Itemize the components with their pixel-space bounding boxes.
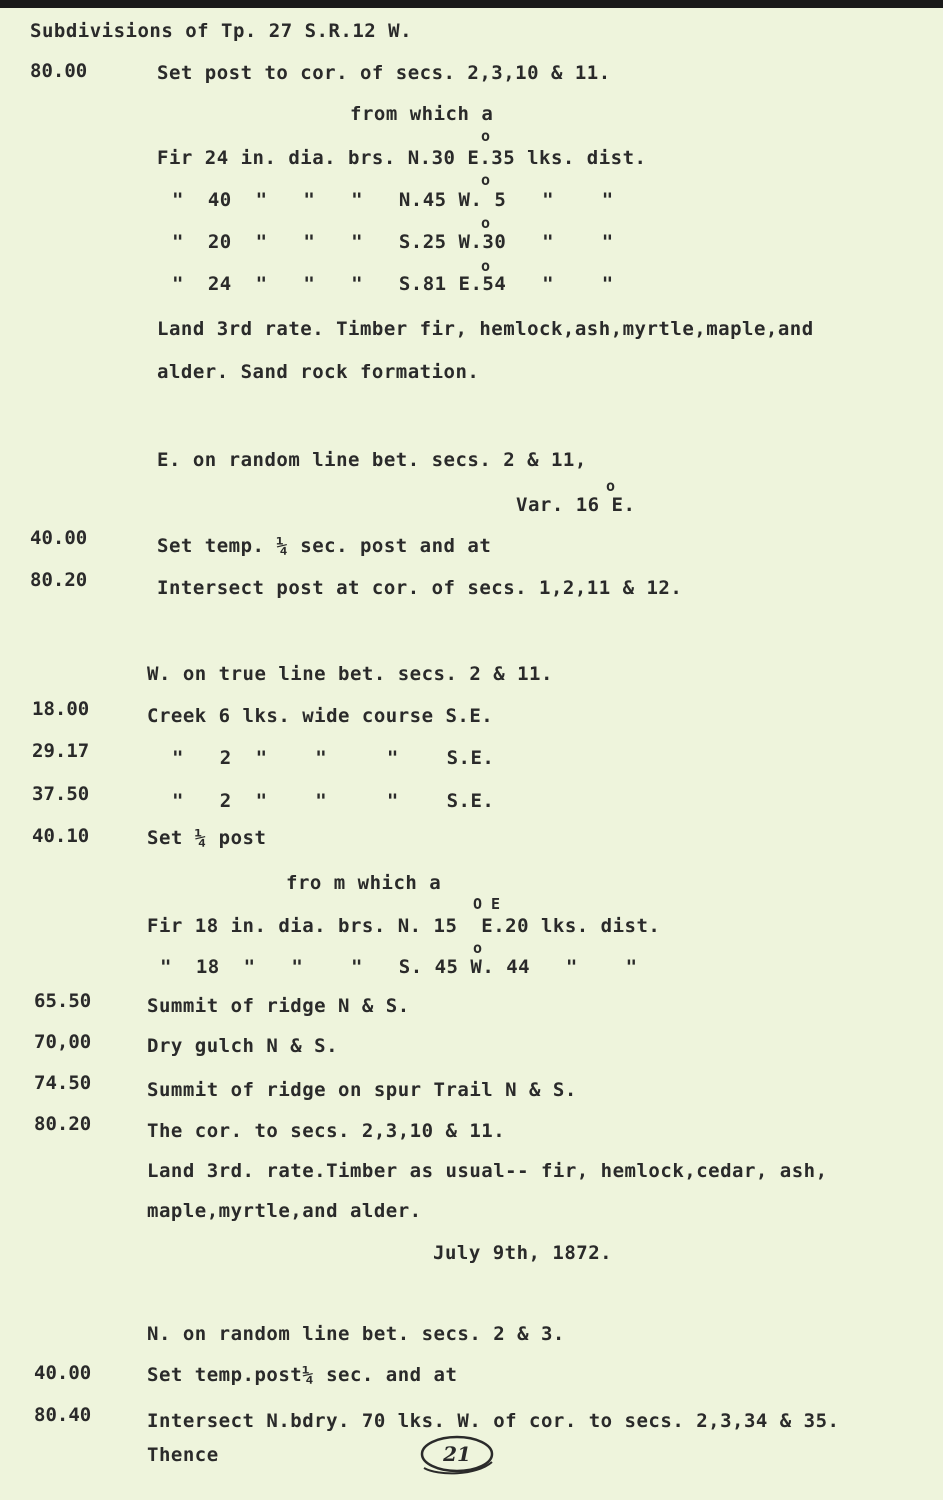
degree-mark: o xyxy=(481,257,491,275)
entry-text: Summit of ridge on spur Trail N & S. xyxy=(147,1079,577,1101)
entry-text: Land 3rd. rate.Timber as usual-- fir, hemlock,cedar, ash, xyxy=(147,1160,828,1182)
degree-mark: o xyxy=(481,214,491,232)
entry-text: Var. 16 E. xyxy=(516,494,636,516)
entry-text: Set temp. ¼ sec. post and at xyxy=(157,535,492,557)
entry-text: from which a xyxy=(350,103,494,125)
entry-text: Fir 18 in. dia. brs. N. 15 E.20 lks. dist. xyxy=(147,915,661,937)
entry-text: Land 3rd rate. Timber fir, hemlock,ash,myrtle,maple,and xyxy=(157,318,814,340)
entry-text: alder. Sand rock formation. xyxy=(157,361,480,383)
entry-text: Summit of ridge N & S. xyxy=(147,995,410,1017)
degree-mark: O E xyxy=(473,895,501,913)
entry-text: " 2 " " " S.E. xyxy=(172,790,495,812)
entry-text: Set temp.post¼ sec. and at xyxy=(147,1364,458,1386)
chain-distance: 29.17 xyxy=(32,740,90,762)
entry-text: Set ¼ post xyxy=(147,827,267,849)
entry-text: " 40 " " " N.45 W. 5 " " xyxy=(172,189,614,211)
entry-text: Intersect N.bdry. 70 lks. W. of cor. to secs. 2,3,34 & 35. xyxy=(147,1410,840,1432)
chain-distance: 40.00 xyxy=(30,527,88,549)
page-title: Subdivisions of Tp. 27 S.R.12 W. xyxy=(30,20,413,42)
entry-text: Creek 6 lks. wide course S.E. xyxy=(147,705,494,727)
degree-mark: o xyxy=(606,477,616,495)
chain-distance: 18.00 xyxy=(32,698,90,720)
entry-text: Intersect post at cor. of secs. 1,2,11 & 12. xyxy=(157,577,683,599)
entry-text: Set post to cor. of secs. 2,3,10 & 11. xyxy=(157,62,611,84)
chain-distance: 37.50 xyxy=(32,783,90,805)
entry-text: " 2 " " " S.E. xyxy=(172,747,495,769)
chain-distance: 80.20 xyxy=(30,569,88,591)
entry-text: The cor. to secs. 2,3,10 & 11. xyxy=(147,1120,506,1142)
chain-distance: 80.40 xyxy=(34,1404,92,1426)
entry-text: Dry gulch N & S. xyxy=(147,1035,339,1057)
chain-distance: 65.50 xyxy=(34,990,92,1012)
chain-distance: 74.50 xyxy=(34,1072,92,1094)
degree-mark: o xyxy=(473,939,483,957)
chain-distance: 80.00 xyxy=(30,60,88,82)
entry-text: " 18 " " " S. 45 W. 44 " " xyxy=(160,956,638,978)
entry-date: July 9th, 1872. xyxy=(433,1242,613,1264)
page-number: 21 xyxy=(443,1442,471,1466)
entry-text: E. on random line bet. secs. 2 & 11, xyxy=(157,449,587,471)
degree-mark: o xyxy=(481,171,491,189)
page-number-stamp xyxy=(418,1432,496,1478)
entry-text: Thence xyxy=(147,1444,219,1466)
entry-text: maple,myrtle,and alder. xyxy=(147,1200,422,1222)
entry-text: fro m which a xyxy=(286,872,442,894)
entry-text: N. on random line bet. secs. 2 & 3. xyxy=(147,1323,565,1345)
entry-text: " 24 " " " S.81 E.54 " " xyxy=(172,273,614,295)
entry-text: " 20 " " " S.25 W.30 " " xyxy=(172,231,614,253)
chain-distance: 40.00 xyxy=(34,1362,92,1384)
chain-distance: 40.10 xyxy=(32,825,90,847)
scan-edge xyxy=(0,0,943,8)
degree-mark: o xyxy=(481,127,491,145)
entry-text: W. on true line bet. secs. 2 & 11. xyxy=(147,663,553,685)
chain-distance: 70,00 xyxy=(34,1031,92,1053)
entry-text: Fir 24 in. dia. brs. N.30 E.35 lks. dist. xyxy=(157,147,647,169)
chain-distance: 80.20 xyxy=(34,1113,92,1135)
